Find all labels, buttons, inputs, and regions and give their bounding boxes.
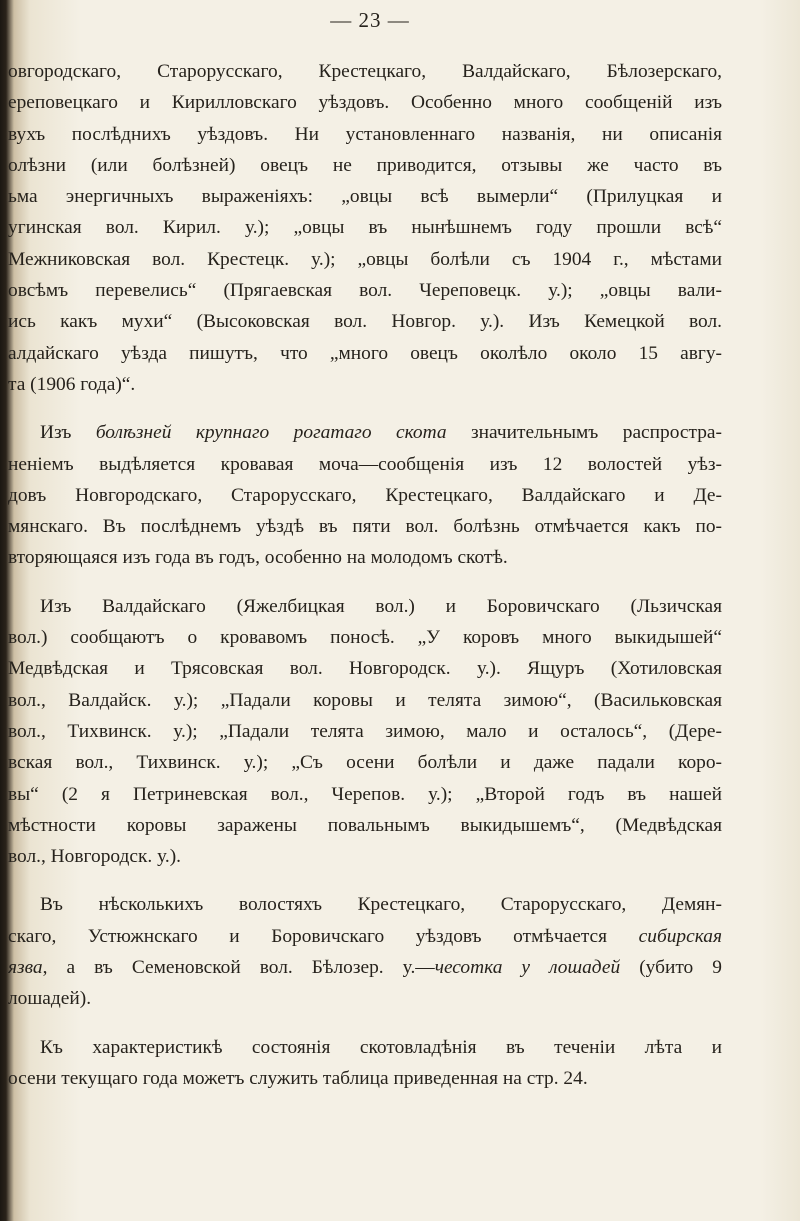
text-segment: значительнымъ распростра-	[446, 422, 722, 444]
text-line	[8, 921, 722, 952]
text-line: вторяющаяся изъ года въ годъ, особенно на молодомъ скотѣ.	[8, 547, 508, 569]
text-line: вы“ (2 я Петриневская вол., Черепов. у.); „Второй годъ въ нашей	[8, 783, 722, 805]
text-line: вол., Тихвинск. у.); „Падали телята зимою, мало и осталось“, (Дере-	[8, 720, 722, 742]
text-segment: Изъ	[40, 422, 96, 444]
text-segment: (убито 9	[620, 957, 722, 979]
paragraph	[8, 889, 722, 1014]
text-line: вол., Валдайск. у.); „Падали коровы и телята зимою“, (Васильковская	[8, 689, 722, 711]
text-line: довъ Новгородскаго, Старорусскаго, Крестецкаго, Валдайскаго и Де-	[8, 484, 722, 506]
text-line: Медвѣдская и Трясовская вол. Новгородск. у.). Ящуръ (Хотиловская	[8, 658, 722, 680]
paragraph	[8, 56, 722, 400]
text-line: та (1906 года)“.	[8, 373, 136, 395]
text-line: овгородскаго, Старорусскаго, Крестецкаго, Валдайскаго, Бѣлозерскаго,	[8, 61, 722, 82]
italic-term: болѣзней крупнаго рогатаго скота	[95, 422, 447, 444]
text-line: вол., Новгородск. у.).	[8, 846, 182, 868]
paragraph	[8, 417, 722, 573]
text-line: мянскаго. Въ послѣднемъ уѣздѣ въ пяти вол. болѣзнь отмѣчается какъ по-	[8, 516, 722, 538]
text-line: Къ характеристикѣ состоянiя скотовладѣнiя въ теченiи лѣта и	[40, 1036, 722, 1058]
text-line: ереповецкаго и Кирилловскаго уѣздовъ. Особенно много сообщенiй изъ	[8, 92, 722, 114]
text-line: угинская вол. Кирил. у.); „овцы въ нынѣшнемъ году прошли всѣ“	[8, 217, 722, 239]
text-line: вухъ послѣднихъ уѣздовъ. Ни установленнаго названiя, ни описанiя	[8, 123, 722, 145]
paragraph	[8, 591, 722, 873]
text-line: мѣстности коровы заражены повальнымъ выкидышемъ“, (Медвѣдская	[8, 814, 722, 836]
paragraph	[8, 1032, 722, 1095]
text-segment: скаго, Устюжнскаго и Боровичскаго уѣздовъ отмѣчается	[8, 925, 639, 947]
italic-term: сибирская	[638, 925, 722, 947]
italic-term: чесотка у лошадей	[434, 957, 621, 979]
text-line: Изъ Валдайскаго (Яжелбицкая вол.) и Боровичскаго (Льзичская	[40, 595, 722, 617]
text-line: ьма энергичныхъ выраженiяхъ: „овцы всѣ вымерли“ (Прилуцкая и	[8, 186, 722, 208]
text-line: ись какъ мухи“ (Высоковская вол. Новгор. у.). Изъ Кемецкой вол.	[8, 311, 722, 333]
text-line: вская вол., Тихвинск. у.); „Съ осени болѣли и даже падали коро-	[8, 752, 722, 774]
text-segment: , а въ Семеновской вол. Бѣлозер. у.—	[42, 957, 435, 979]
text-line: вол.) сообщаютъ о кровавомъ поносѣ. „У коровъ много выкидышей“	[8, 627, 722, 649]
text-line	[8, 952, 722, 983]
text-line	[8, 417, 722, 448]
italic-term: язва	[8, 957, 43, 979]
text-line: олѣзни (или болѣзней) овецъ не приводится, отзывы же часто въ	[8, 154, 722, 176]
text-line: осени текущаго года можетъ служить таблица приведенная на стр. 24.	[8, 1067, 588, 1089]
text-line: Межниковская вол. Крестецк. у.); „овцы болѣли съ 1904 г., мѣстами	[8, 248, 722, 270]
page-body-text	[8, 56, 722, 1111]
text-line: Въ нѣсколькихъ волостяхъ Крестецкаго, Старорусскаго, Демян-	[40, 894, 722, 916]
text-line: лошадей).	[8, 988, 92, 1010]
text-line: овсѣмъ перевелись“ (Прягаевская вол. Череповецк. у.); „овцы вали-	[8, 280, 722, 302]
text-line: алдайскаго уѣзда пишутъ, что „много овецъ околѣло около 15 авгу-	[8, 342, 722, 364]
text-line: ненiемъ выдѣляется кровавая моча—сообщенiя изъ 12 волостей уѣз-	[8, 453, 722, 475]
page-number: — 23 —	[330, 8, 410, 32]
